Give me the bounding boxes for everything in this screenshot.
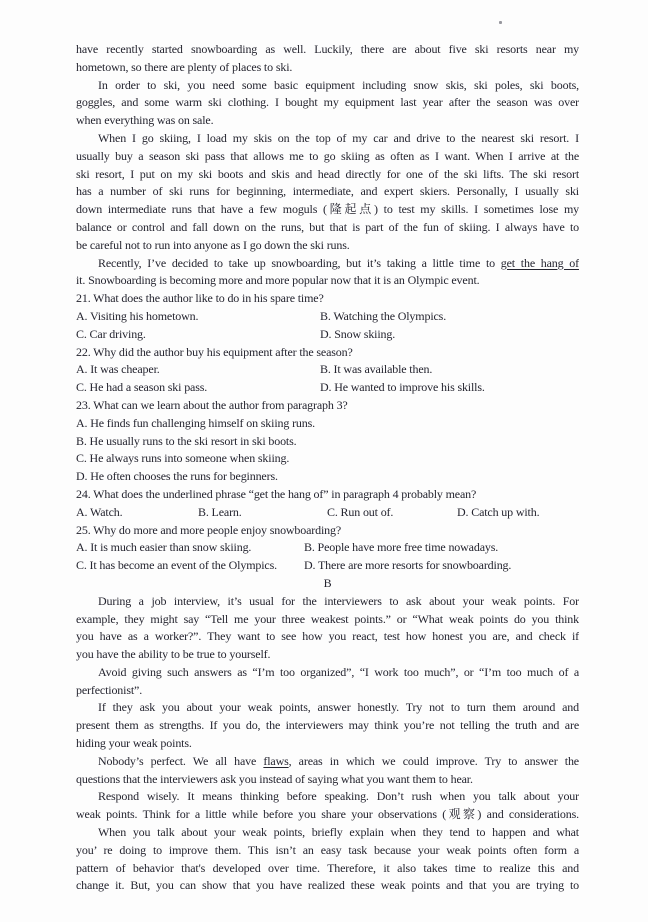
passage-line: questions that the interviewers ask you instead of saying what you want them to hear. (76, 771, 473, 786)
text-column (76, 41, 579, 895)
option-row (76, 557, 579, 575)
passage-line: down intermediate runs that have a few moguls (隆起点) to test my skills. I sometimes lose my (76, 202, 579, 217)
option-row (76, 361, 579, 379)
question-stem: 23. What can we learn about the author from paragraph 3? (76, 397, 348, 412)
option-text: A. It was cheaper. (76, 362, 160, 377)
option-text: C. It has become an event of the Olympics. (76, 558, 277, 573)
question-stem: 22. Why did the author buy his equipment after the season? (76, 344, 353, 359)
option-text: A. It is much easier than snow skiing. (76, 540, 252, 555)
passage-line: Respond wisely. It means thinking before speaking. Don’t rush when you talk about your (98, 789, 579, 804)
option-text: C. Run out of. (327, 504, 394, 519)
passage-line: hiding your weak points. (76, 736, 192, 751)
option-text: B. Watching the Olympics. (320, 308, 447, 323)
passage-line: example, they might say “Tell me your three weakest points.” or “What weak points do you think (76, 611, 579, 626)
option-row (76, 504, 579, 522)
passage-line: When I go skiing, I load my skis on the top of my car and drive to the nearest ski resort. I (98, 130, 579, 145)
passage-line: Nobody’s perfect. We all have flaws, areas in which we could improve. Try to answer the (98, 753, 579, 768)
passage-line: Avoid giving such answers as “I’m too organized”, “I work too much”, or “I’m too much of a (98, 664, 579, 679)
passage-line: ski resort, I put on my ski boots and skis and head directly for one of the ski lifts. The ski resort (76, 166, 579, 181)
passage-line: be careful not to run into anyone as I go down the ski runs. (76, 237, 350, 252)
passage-line: change it. But, you can show that you have realized these weak points and that you are trying to (76, 878, 579, 893)
option-row (76, 326, 579, 344)
passage-line: when everything was on sale. (76, 113, 214, 128)
passage-line: balance or control and fall down on the runs, but that is part of the fun of skiing. I always have to (76, 219, 579, 234)
option-text: C. Car driving. (76, 326, 146, 341)
passage-line: If they ask you about your weak points, answer honestly. Try not to turn them around and (98, 700, 579, 715)
passage-line: you have as a worker?”. They want to see how you react, test how honest you are, and check if (76, 629, 579, 644)
passage-line: pattern of behavior that's developed over time. Therefore, it also takes time to realize this and (76, 860, 579, 875)
option-text: D. There are more resorts for snowboarding. (304, 558, 512, 573)
option-text: D. Snow skiing. (320, 326, 396, 341)
underlined-phrase: flaws (263, 753, 289, 768)
option-text: B. It was available then. (320, 362, 433, 377)
passage-line: weak points. Think for a little while before you share your observations (观察) and considerations. (76, 807, 579, 822)
option-text: A. Watch. (76, 504, 123, 519)
option-line: A. He finds fun challenging himself on skiing runs. (76, 415, 315, 430)
option-text: B. People have more free time nowadays. (304, 540, 499, 555)
passage-line: In order to ski, you need some basic equipment including snow skis, ski poles, ski boots, (98, 77, 579, 92)
passage-line: During a job interview, it’s usual for the interviewers to ask about your weak points. For (98, 593, 579, 608)
option-row (76, 379, 579, 397)
passage-line: Recently, I’ve decided to take up snowboarding, but it’s taking a little time to get the hang of (98, 255, 579, 270)
question-stem: 21. What does the author like to do in his spare time? (76, 291, 324, 306)
option-row (76, 539, 579, 557)
section-label: B (323, 575, 332, 590)
question-stem: 24. What does the underlined phrase “get the hang of” in paragraph 4 probably mean? (76, 486, 477, 501)
scan-speck (499, 21, 502, 24)
passage-line: goggles, and some warm ski clothing. I bought my equipment last year after the season was over (76, 95, 579, 110)
option-text: C. He had a season ski pass. (76, 380, 208, 395)
option-line: B. He usually runs to the ski resort in ski boots. (76, 433, 297, 448)
passage-line: has a number of ski runs for beginning, intermediate, and expert skiers. Personally, I usually ski (76, 184, 579, 199)
option-text: B. Learn. (198, 504, 242, 519)
passage-line: usually buy a season ski pass that allows me to go skiing as often as I want. When I arrive at the (76, 148, 579, 163)
option-row (76, 308, 579, 326)
passage-line: it. Snowboarding is becoming more and more popular now that it is an Olympic event. (76, 273, 480, 288)
option-text: D. He wanted to improve his skills. (320, 380, 485, 395)
passage-line: you’ re doing to improve them. This isn’t an easy task because your weak points often form a (76, 842, 579, 857)
option-line: D. He often chooses the runs for beginners. (76, 469, 278, 484)
option-line: C. He always runs into someone when skiing. (76, 451, 290, 466)
passage-line: you have the ability to be true to yourself. (76, 647, 271, 662)
passage-line: When you talk about your weak points, briefly explain when they tend to happen and what (98, 825, 579, 840)
passage-line: present them as strengths. If you do, the interviewers may think you’re not telling the truth and are (76, 718, 579, 733)
option-text: A. Visiting his hometown. (76, 308, 199, 323)
passage-line: hometown, so there are plenty of places to ski. (76, 59, 293, 74)
passage-line: have recently started snowboarding as well. Luckily, there are about five ski resorts near my (76, 42, 579, 56)
question-stem: 25. Why do more and more people enjoy snowboarding? (76, 522, 342, 537)
underlined-phrase: get the hang of (500, 255, 579, 270)
passage-line: perfectionist”. (76, 682, 143, 697)
option-text: D. Catch up with. (457, 504, 540, 519)
